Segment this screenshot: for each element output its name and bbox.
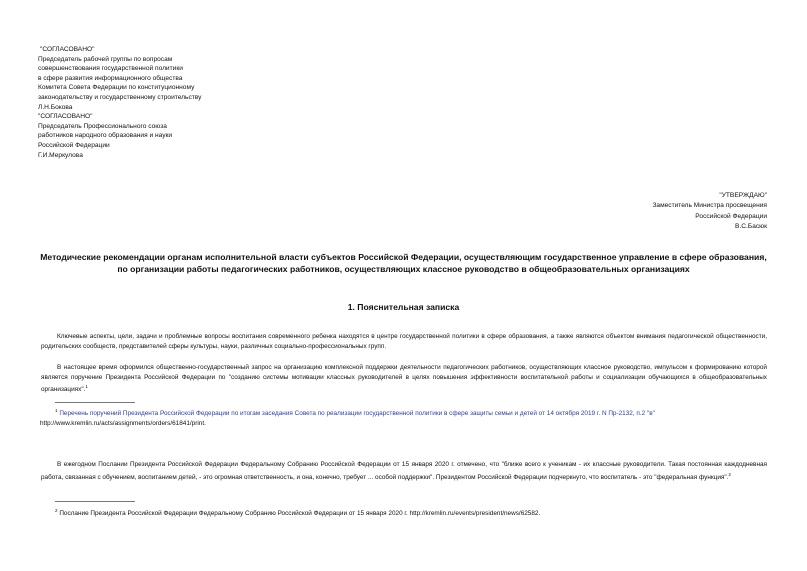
footnote-divider bbox=[55, 501, 135, 502]
approve-heading: "УТВЕРЖДАЮ" bbox=[719, 192, 767, 199]
approval-heading: "СОГЛАСОВАНО" bbox=[38, 113, 93, 121]
approval-line: Комитета Совета Федерации по конституционному bbox=[38, 84, 195, 92]
approval-line: в сфере развития информационного общества bbox=[38, 74, 183, 82]
document-title: Методические рекомендации органам исполнительной власти субъектов Российской Федерации, осуществляющим государственное управление в сфере образования, по организации работы педагогических работников, осуществляющих классное руководство в общеобразовательных организациях bbox=[40, 252, 767, 274]
paragraph bbox=[41, 363, 767, 395]
approve-block bbox=[652, 191, 767, 232]
footnote bbox=[40, 406, 767, 428]
approve-line: Заместитель Министра просвещения bbox=[652, 202, 767, 210]
footnote-number: 2 bbox=[55, 508, 58, 513]
paragraph: Ключевые аспекты, цели, задачи и проблемные вопросы воспитания современного ребенка находятся в центре государственной политики в сфере образования, а также являются объектом внимания педагогической общественности, родительских сообществ, представителей сферы культуры, науки, различных социально-профессиональных групп. bbox=[41, 333, 767, 350]
footnote-divider bbox=[55, 402, 135, 403]
footnote-text: Послание Президента Российской Федерации Федеральному Собранию Российской Федерации от 15 января 2020 г. http://kremlin.ru/events/president/news/62582. bbox=[59, 510, 541, 518]
section-title: 1. Пояснительная записка bbox=[347, 302, 460, 312]
approval-line: совершенствования государственной политики bbox=[38, 65, 183, 73]
paragraph-text: В ежегодном Послании Президента Российской Федерации Федеральному Собранию Российской Федерации от 15 января 2020 г. отмечено, что "ближе всего к ученикам - их классные руководители. Такая постоянная каждодневная работа, связанная с обучением, воспитанием детей, - это огромная ответственность, и она, конечно, требует ... особой поддержки". Президентом Российской Федерации подчеркнуто, что воспитатель - это "федеральная функция". bbox=[41, 461, 767, 481]
paragraph-text: В настоящее время оформился общественно-государственный запрос на организацию комплексной поддержки деятельности педагогических работников, осуществляющих классное руководство, импульсом к формированию которой является поручение Президента Российской Федерации по "созданию системы мотивации классных руководителей в целях повышения эффективности воспитательной работы и социализации обучающихся в общеобразовательных организациях". bbox=[41, 364, 767, 394]
approval-line: работников народного образования и науки bbox=[38, 132, 173, 140]
footnote-marker[interactable]: 2 bbox=[728, 471, 731, 477]
approval-line: законодательству и государственному строительству bbox=[38, 93, 202, 101]
approve-line: Российской Федерации bbox=[695, 212, 767, 220]
footnote-number: 1 bbox=[55, 408, 58, 413]
approval-signatory: Л.Н.Бокова bbox=[38, 103, 73, 111]
approval-line: Председатель рабочей группы по вопросам bbox=[38, 55, 173, 63]
footnote bbox=[55, 506, 767, 519]
footnote-marker[interactable]: 1 bbox=[85, 384, 88, 390]
approve-signatory: В.С.Басюк bbox=[735, 222, 767, 230]
approval-line: Российской Федерации bbox=[38, 141, 110, 149]
approval-heading: "СОГЛАСОВАНО" bbox=[40, 46, 95, 53]
approval-block bbox=[38, 45, 201, 160]
footnote-link[interactable]: Перечень поручений Президента Российской Федерации по итогам заседания Совета по реализации государственной политики в сфере защиты семьи и детей от 14 октября 2019 г. N Пр-2132, п.2 "в" bbox=[59, 410, 655, 418]
footnote-url[interactable]: http://www.kremlin.ru/acts/assignments/orders/61841/print. bbox=[40, 419, 206, 427]
paragraph bbox=[41, 460, 767, 482]
approval-line: Председатель Профессионального союза bbox=[38, 122, 167, 130]
approval-signatory: Г.И.Меркулова bbox=[38, 151, 83, 159]
